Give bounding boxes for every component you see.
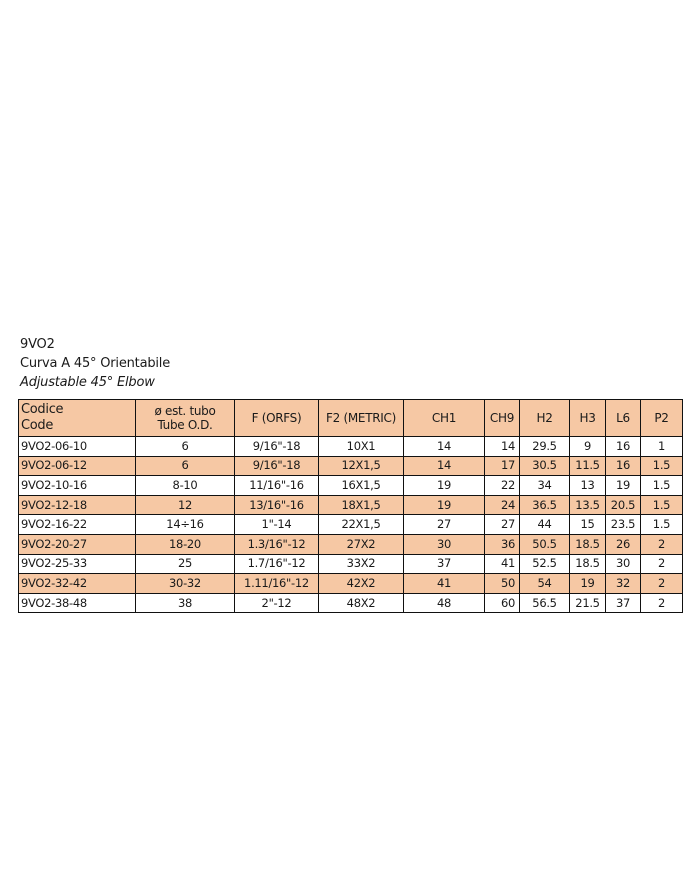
cell-ch9: 50 xyxy=(485,574,520,594)
cell-l6: 30 xyxy=(606,554,641,574)
cell-ch1: 27 xyxy=(404,515,485,535)
cell-f2-metric: 10X1 xyxy=(319,437,404,457)
cell-ch1: 30 xyxy=(404,534,485,554)
cell-tube-od: 6 xyxy=(136,437,235,457)
cell-h3: 15 xyxy=(570,515,606,535)
table-row xyxy=(19,554,683,574)
cell-tube-od: 8-10 xyxy=(136,476,235,496)
cell-f2-metric: 22X1,5 xyxy=(319,515,404,535)
cell-h3: 13.5 xyxy=(570,495,606,515)
cell-ch1: 48 xyxy=(404,593,485,613)
cell-p2: 2 xyxy=(641,554,683,574)
cell-f-orfs: 2"-12 xyxy=(235,593,319,613)
spec-table xyxy=(18,399,683,613)
header-code-it: Codice xyxy=(21,402,64,417)
cell-h2: 30.5 xyxy=(520,456,570,476)
cell-l6: 16 xyxy=(606,456,641,476)
cell-code: 9VO2-25-33 xyxy=(19,554,136,574)
cell-h2: 29.5 xyxy=(520,437,570,457)
cell-h2: 36.5 xyxy=(520,495,570,515)
cell-p2: 2 xyxy=(641,534,683,554)
table-row xyxy=(19,476,683,496)
cell-p2: 1 xyxy=(641,437,683,457)
cell-p2: 1.5 xyxy=(641,515,683,535)
cell-p2: 2 xyxy=(641,593,683,613)
cell-h3: 18.5 xyxy=(570,554,606,574)
cell-h3: 18.5 xyxy=(570,534,606,554)
cell-code: 9VO2-16-22 xyxy=(19,515,136,535)
cell-h3: 11.5 xyxy=(570,456,606,476)
header-p2: P2 xyxy=(641,400,683,437)
cell-f-orfs: 13/16"-16 xyxy=(235,495,319,515)
cell-l6: 32 xyxy=(606,574,641,594)
header-ch9: CH9 xyxy=(485,400,520,437)
cell-f-orfs: 9/16"-18 xyxy=(235,437,319,457)
cell-ch1: 41 xyxy=(404,574,485,594)
cell-tube-od: 14÷16 xyxy=(136,515,235,535)
header-tube-od xyxy=(136,400,235,437)
cell-h3: 9 xyxy=(570,437,606,457)
table-row xyxy=(19,456,683,476)
cell-f2-metric: 12X1,5 xyxy=(319,456,404,476)
cell-ch9: 41 xyxy=(485,554,520,574)
cell-ch1: 19 xyxy=(404,476,485,496)
table-row xyxy=(19,593,683,613)
cell-h2: 56.5 xyxy=(520,593,570,613)
cell-h2: 44 xyxy=(520,515,570,535)
cell-tube-od: 30-32 xyxy=(136,574,235,594)
header-f2-metric: F2 (METRIC) xyxy=(319,400,404,437)
cell-h3: 13 xyxy=(570,476,606,496)
cell-f2-metric: 48X2 xyxy=(319,593,404,613)
header-h3: H3 xyxy=(570,400,606,437)
cell-code: 9VO2-38-48 xyxy=(19,593,136,613)
header-h2: H2 xyxy=(520,400,570,437)
cell-l6: 23.5 xyxy=(606,515,641,535)
cell-p2: 1.5 xyxy=(641,456,683,476)
header-code-en: Code xyxy=(21,418,54,433)
cell-p2: 2 xyxy=(641,574,683,594)
cell-f2-metric: 16X1,5 xyxy=(319,476,404,496)
cell-ch9: 60 xyxy=(485,593,520,613)
cell-ch9: 22 xyxy=(485,476,520,496)
table-row xyxy=(19,437,683,457)
cell-f-orfs: 1.7/16"-12 xyxy=(235,554,319,574)
cell-f-orfs: 11/16"-16 xyxy=(235,476,319,496)
cell-f2-metric: 42X2 xyxy=(319,574,404,594)
cell-f-orfs: 1.3/16"-12 xyxy=(235,534,319,554)
cell-f-orfs: 9/16"-18 xyxy=(235,456,319,476)
table-row xyxy=(19,534,683,554)
cell-f-orfs: 1"-14 xyxy=(235,515,319,535)
cell-tube-od: 12 xyxy=(136,495,235,515)
cell-l6: 16 xyxy=(606,437,641,457)
cell-h3: 19 xyxy=(570,574,606,594)
cell-p2: 1.5 xyxy=(641,495,683,515)
cell-f-orfs: 1.11/16"-12 xyxy=(235,574,319,594)
cell-ch1: 19 xyxy=(404,495,485,515)
cell-ch9: 24 xyxy=(485,495,520,515)
table-row xyxy=(19,574,683,594)
table-row xyxy=(19,515,683,535)
cell-l6: 19 xyxy=(606,476,641,496)
cell-f2-metric: 27X2 xyxy=(319,534,404,554)
product-name-italian: Curva A 45° Orientabile xyxy=(20,356,171,371)
cell-h2: 52.5 xyxy=(520,554,570,574)
cell-code: 9VO2-32-42 xyxy=(19,574,136,594)
cell-h2: 50.5 xyxy=(520,534,570,554)
product-heading xyxy=(20,335,170,392)
cell-l6: 37 xyxy=(606,593,641,613)
header-f-orfs: F (ORFS) xyxy=(235,400,319,437)
table-header-row xyxy=(19,400,683,437)
cell-code: 9VO2-12-18 xyxy=(19,495,136,515)
cell-code: 9VO2-10-16 xyxy=(19,476,136,496)
cell-f2-metric: 33X2 xyxy=(319,554,404,574)
header-code xyxy=(19,400,136,437)
cell-p2: 1.5 xyxy=(641,476,683,496)
cell-h2: 54 xyxy=(520,574,570,594)
product-code: 9VO2 xyxy=(20,337,55,352)
header-l6: L6 xyxy=(606,400,641,437)
cell-l6: 20.5 xyxy=(606,495,641,515)
cell-f2-metric: 18X1,5 xyxy=(319,495,404,515)
cell-code: 9VO2-06-12 xyxy=(19,456,136,476)
cell-tube-od: 18-20 xyxy=(136,534,235,554)
cell-ch9: 36 xyxy=(485,534,520,554)
cell-ch9: 17 xyxy=(485,456,520,476)
cell-ch1: 37 xyxy=(404,554,485,574)
cell-tube-od: 38 xyxy=(136,593,235,613)
cell-ch9: 27 xyxy=(485,515,520,535)
cell-tube-od: 25 xyxy=(136,554,235,574)
header-tube-en: Tube O.D. xyxy=(157,418,213,432)
cell-l6: 26 xyxy=(606,534,641,554)
cell-ch1: 14 xyxy=(404,437,485,457)
cell-h2: 34 xyxy=(520,476,570,496)
cell-ch1: 14 xyxy=(404,456,485,476)
header-ch1: CH1 xyxy=(404,400,485,437)
product-name-english: Adjustable 45° Elbow xyxy=(20,375,155,390)
cell-tube-od: 6 xyxy=(136,456,235,476)
table-row xyxy=(19,495,683,515)
cell-code: 9VO2-06-10 xyxy=(19,437,136,457)
header-tube-it: ø est. tubo xyxy=(154,404,216,418)
cell-h3: 21.5 xyxy=(570,593,606,613)
cell-code: 9VO2-20-27 xyxy=(19,534,136,554)
cell-ch9: 14 xyxy=(485,437,520,457)
